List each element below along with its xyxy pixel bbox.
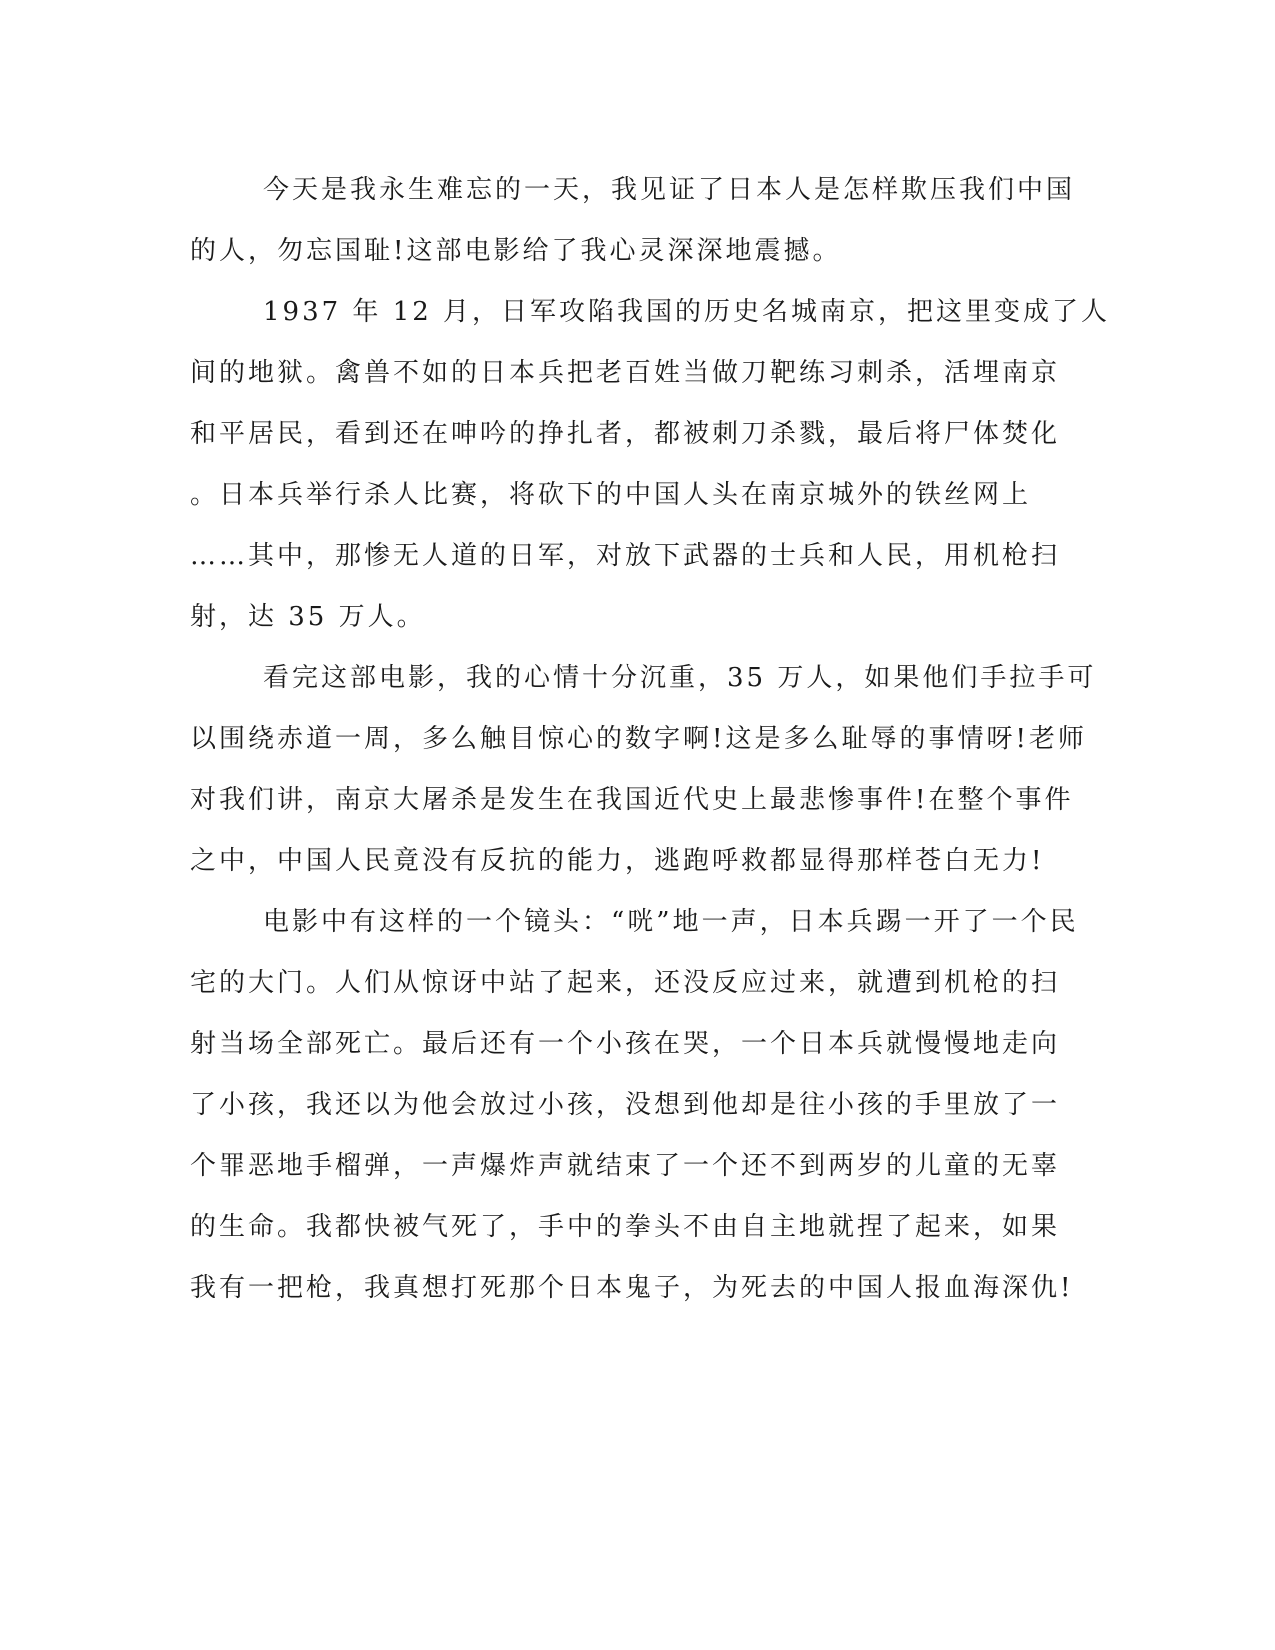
- text-line: 电影中有这样的一个镜头：“咣”地一声，日本兵踢一开了一个民: [263, 907, 1079, 937]
- text-line: 对我们讲，南京大屠杀是发生在我国近代史上最悲惨事件!在整个事件: [190, 785, 1074, 815]
- text-line: 之中，中国人民竟没有反抗的能力，逃跑呼救都显得那样苍白无力!: [190, 846, 1045, 876]
- text-line: 的人，勿忘国耻!这部电影给了我心灵深深地震撼。: [190, 236, 842, 266]
- text-line: 个罪恶地手榴弹，一声爆炸声就结束了一个还不到两岁的儿童的无辜: [190, 1151, 1061, 1181]
- paragraph-1: [190, 160, 1090, 282]
- paragraph-2: [190, 282, 1111, 648]
- text-line: 宅的大门。人们从惊讶中站了起来，还没反应过来，就遭到机枪的扫: [190, 968, 1061, 998]
- text-line: 看完这部电影，我的心情十分沉重，35 万人，如果他们手拉手可: [263, 663, 1097, 693]
- text-line: 今天是我永生难忘的一天，我见证了日本人是怎样欺压我们中国: [263, 175, 1076, 205]
- text-line: 。日本兵举行杀人比赛，将砍下的中国人头在南京城外的铁丝网上: [190, 480, 1032, 510]
- text-line: 射，达 35 万人。: [190, 602, 426, 632]
- text-line: 间的地狱。禽兽不如的日本兵把老百姓当做刀靶练习刺杀，活埋南京: [190, 358, 1061, 388]
- text-line: 以围绕赤道一周，多么触目惊心的数字啊!这是多么耻辱的事情呀!老师: [190, 724, 1087, 754]
- text-line: 和平居民，看到还在呻吟的挣扎者，都被刺刀杀戮，最后将尸体焚化: [190, 419, 1061, 449]
- text-line: 的生命。我都快被气死了，手中的拳头不由自主地就捏了起来，如果: [190, 1212, 1061, 1242]
- paragraph-4: [190, 892, 1090, 1319]
- essay-body: [190, 160, 1111, 1319]
- text-line: 射当场全部死亡。最后还有一个小孩在哭，一个日本兵就慢慢地走向: [190, 1029, 1061, 1059]
- text-line: ……其中，那惨无人道的日军，对放下武器的士兵和人民，用机枪扫: [190, 541, 1061, 571]
- paragraph-3: [190, 648, 1097, 892]
- text-line: 我有一把枪，我真想打死那个日本鬼子，为死去的中国人报血海深仇!: [190, 1273, 1074, 1303]
- text-line: 了小孩，我还以为他会放过小孩，没想到他却是往小孩的手里放了一: [190, 1090, 1061, 1120]
- text-line: 1937 年 12 月，日军攻陷我国的历史名城南京，把这里变成了人: [263, 297, 1111, 327]
